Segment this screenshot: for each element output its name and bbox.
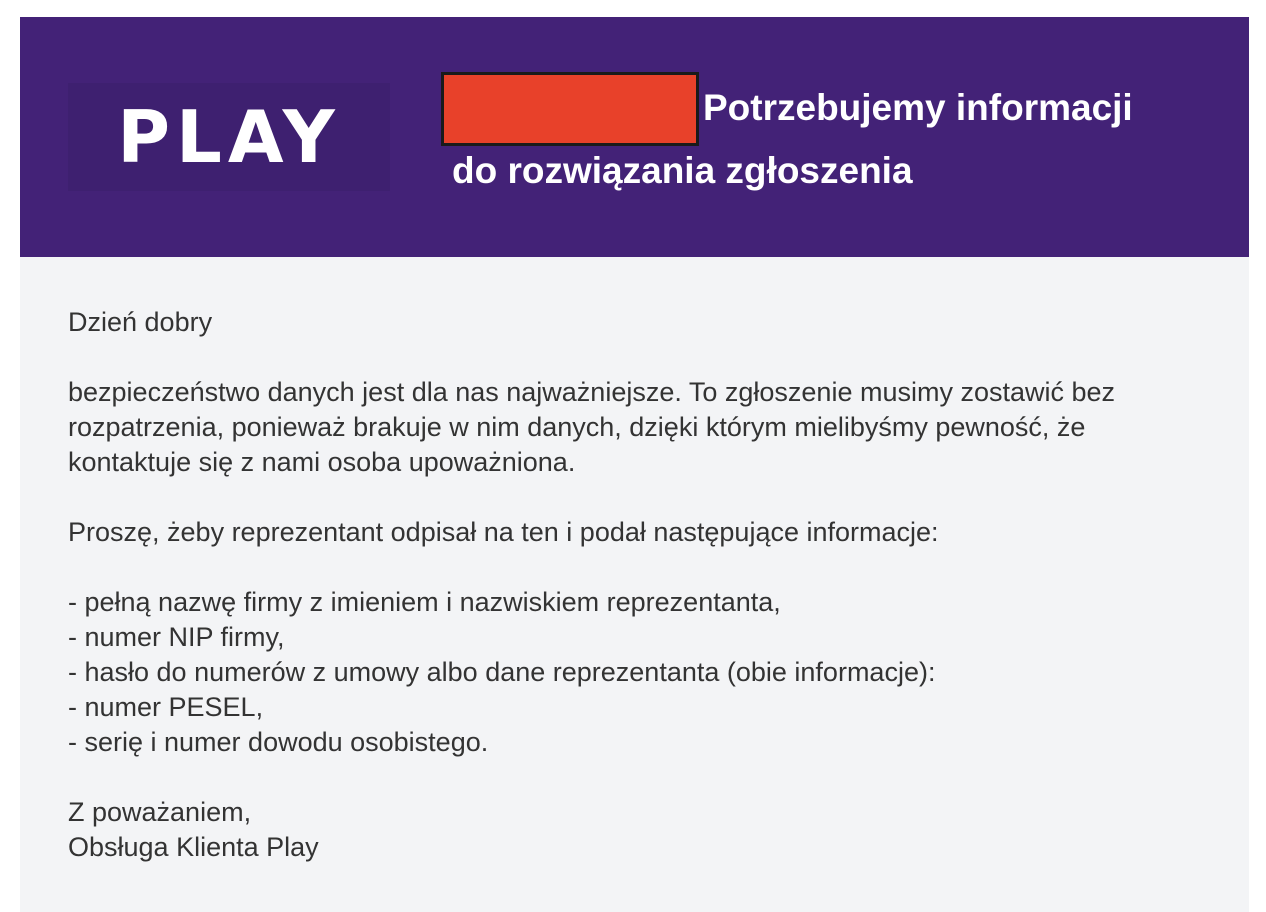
closing: Z poważaniem, bbox=[68, 797, 252, 827]
paragraph-line: bezpieczeństwo danych jest dla nas najważniejsze. To zgłoszenie musimy zostawić bez bbox=[68, 377, 1116, 407]
headline-line-1: Potrzebujemy informacji bbox=[703, 87, 1133, 128]
paragraph-line: kontaktuje się z nami osoba upoważniona. bbox=[68, 447, 576, 477]
greeting: Dzień dobry bbox=[68, 307, 213, 337]
requirements-list bbox=[68, 585, 1208, 760]
security-paragraph bbox=[68, 375, 1208, 480]
redacted-block bbox=[441, 72, 699, 146]
list-item: - hasło do numerów z umowy albo dane reprezentanta (obie informacje): bbox=[68, 657, 936, 687]
email-header bbox=[20, 17, 1249, 257]
paragraph-line: rozpatrzenia, ponieważ brakuje w nim danych, dzięki którym mielibyśmy pewność, że bbox=[68, 412, 1086, 442]
list-item: - numer NIP firmy, bbox=[68, 622, 285, 652]
logo-text: PLAY bbox=[117, 95, 341, 179]
request-paragraph: Proszę, żeby reprezentant odpisał na ten i podał następujące informacje: bbox=[68, 517, 939, 547]
email-body bbox=[68, 305, 1208, 865]
signature: Obsługa Klienta Play bbox=[68, 832, 319, 862]
headline-line-2: do rozwiązania zgłoszenia bbox=[452, 150, 913, 191]
email-message bbox=[20, 17, 1249, 912]
sign-off bbox=[68, 795, 1208, 865]
list-item: - pełną nazwę firmy z imieniem i nazwiskiem reprezentanta, bbox=[68, 587, 781, 617]
list-item: - numer PESEL, bbox=[68, 692, 264, 722]
play-logo bbox=[68, 83, 390, 191]
list-item: - serię i numer dowodu osobistego. bbox=[68, 727, 489, 757]
